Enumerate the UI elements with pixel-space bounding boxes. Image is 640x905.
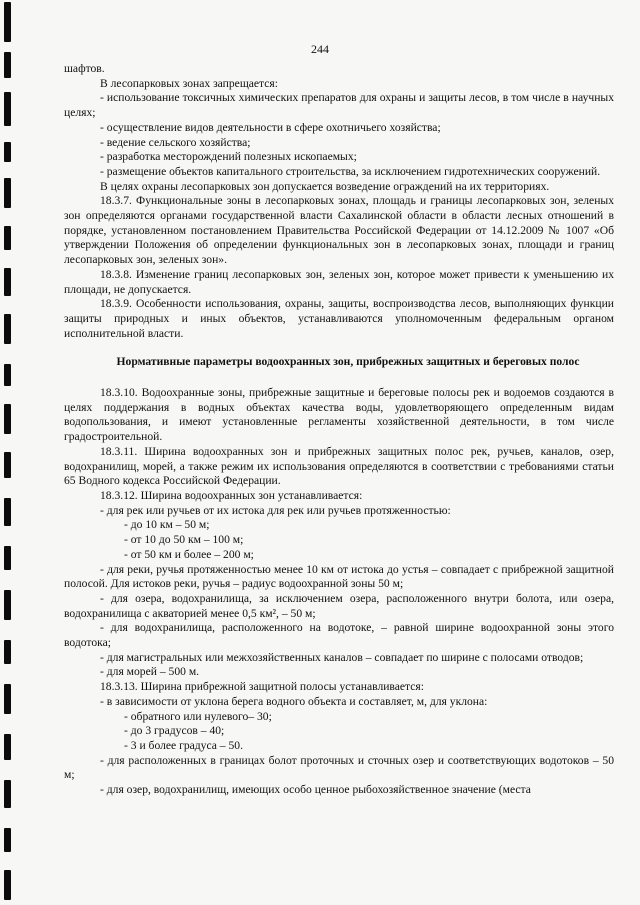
document-body [64, 62, 614, 798]
binding-mark [4, 452, 11, 478]
paragraph: - до 3 градусов – 40; [124, 724, 225, 738]
paragraph: - для расположенных в границах болот проточных и сточных озер и соответствующих водотоков – 50 м; [64, 753, 614, 782]
binding-mark [4, 178, 11, 208]
page-number: 244 [311, 42, 329, 56]
paragraph: - для реки, ручья протяженностью менее 10 км от истока до устья – совпадает с прибрежной защитной полосой. Для истоков реки, ручья – радиус водоохранной зоны 50 м; [64, 562, 614, 591]
paragraph: - 3 и более градуса – 50. [124, 738, 243, 752]
binding-mark [4, 546, 11, 570]
paragraph: 18.3.11. Ширина водоохранных зон и прибрежных защитных полос рек, ручьев, каналов, озер, водохранилищ, морей, а также режим их использования определяются в соответствии с требованиями статьи 65 Водного кодекса Российской Федерации. [64, 444, 614, 488]
binding-mark [4, 734, 11, 760]
paragraph: - от 10 до 50 км – 100 м; [124, 533, 244, 547]
paragraph: - от 50 км и более – 200 м; [124, 547, 254, 561]
paragraph: - обратного или нулевого– 30; [124, 709, 272, 723]
paragraph: - использование токсичных химических препаратов для охраны и защиты лесов, в том числе в научных целях; [64, 91, 614, 120]
binding-mark [4, 404, 11, 434]
binding-mark [4, 780, 11, 808]
paragraph: шафтов. [64, 62, 105, 75]
text-section-before-heading [64, 62, 614, 341]
paragraph: 18.3.8. Изменение границ лесопарковых зон, зеленых зон, которое может привести к уменьшению их площади, не допускается. [64, 267, 614, 296]
paragraph: - для озер, водохранилищ, имеющих особо ценное рыбохозяйственное значение (места [100, 783, 531, 797]
paragraph: - ведение сельского хозяйства; [100, 135, 251, 149]
binding-mark [4, 226, 11, 250]
paragraph: 18.3.7. Функциональные зоны в лесопарковых зонах, площадь и границы лесопарковых зон, зеленых зон определяются органами государственной власти Сахалинской области в области лесных отношений в порядке, установленном постановлением Правительства Российской Федерации от 14.12.2009 № 1007 «Об утверждении Положения об определении функциональных зон в лесопарковых зонах, площади и границ лесопарковых зон, зеленых зон». [64, 194, 614, 267]
paragraph: 18.3.12. Ширина водоохранных зон устанавливается: [100, 488, 363, 502]
paragraph: - осуществление видов деятельности в сфере охотничьего хозяйства; [100, 120, 441, 134]
paragraph: В целях охраны лесопарковых зон допускается возведение ограждений на их территориях. [100, 179, 550, 193]
binding-mark [4, 498, 11, 526]
paragraph: - в зависимости от уклона берега водного объекта и составляет, м, для уклона: [100, 694, 488, 708]
paragraph: - для морей – 500 м. [100, 665, 200, 679]
paragraph: - размещение объектов капитального строительства, за исключением гидротехнических сооружений. [100, 164, 601, 178]
binding-mark [4, 268, 11, 296]
binding-mark [4, 364, 11, 386]
binding-mark [4, 870, 11, 900]
binding-mark [4, 2, 11, 42]
binding-mark [4, 142, 11, 162]
paragraph: 18.3.9. Особенности использования, охраны, защиты, воспроизводства лесов, выполняющих функции защиты природных и иных объектов, устанавливаются уполномоченным федеральным органом исполнительной власти. [64, 297, 614, 340]
binding-mark [4, 314, 11, 344]
section-heading: Нормативные параметры водоохранных зон, прибрежных защитных и береговых полос [116, 355, 580, 369]
paragraph: 18.3.13. Ширина прибрежной защитной полосы устанавливается: [100, 680, 424, 694]
paragraph: - для рек или ручьев от их истока для рек или ручьев протяженностью: [100, 503, 451, 517]
paragraph: - до 10 км – 50 м; [124, 518, 210, 532]
paragraph: - для озера, водохранилища, за исключением озера, расположенного внутри болота, или озера, водохранилища с акваторией менее 0,5 км², – 50 м; [64, 591, 614, 620]
binding-mark [4, 828, 11, 852]
text-section-after-heading [64, 386, 614, 798]
paragraph: 18.3.10. Водоохранные зоны, прибрежные защитные и береговые полосы рек и водоемов создаются в целях поддержания в водных объектах качества воды, удовлетворяющего определенным видам водопользования, и имеют установленные регламенты хозяйственной деятельности, в том числе градостроительной. [64, 386, 614, 444]
paragraph: - для водохранилища, расположенного на водотоке, – равной ширине водоохранной зоны этого водотока; [64, 621, 614, 650]
paragraph: В лесопарковых зонах запрещается: [100, 76, 278, 90]
binding-mark [4, 640, 11, 664]
paragraph: - разработка месторождений полезных ископаемых; [100, 150, 357, 164]
binding-mark [4, 590, 11, 620]
binding-mark [4, 684, 11, 714]
paragraph: - для магистральных или межхозяйственных каналов – совпадает по ширине с полосами отводов; [100, 650, 584, 664]
binding-mark [4, 92, 11, 126]
